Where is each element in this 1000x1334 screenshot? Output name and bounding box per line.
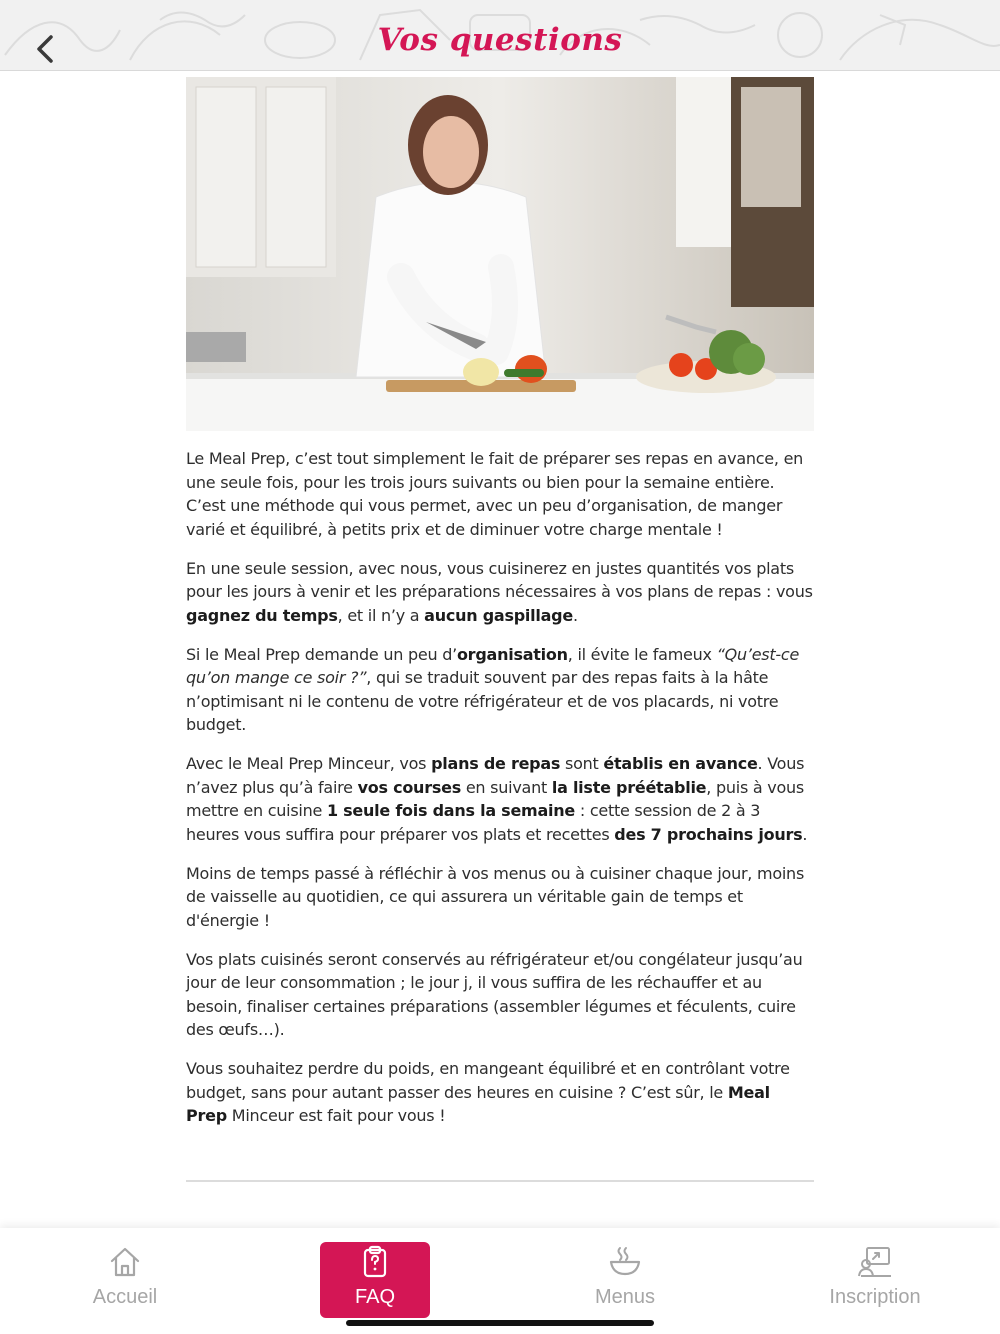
tab-label: Menus (594, 1286, 656, 1308)
text-run: . (572, 605, 578, 625)
tab-accueil[interactable] (70, 1242, 180, 1318)
article-paragraph (186, 447, 814, 541)
page-title: Vos questions (377, 22, 623, 58)
text-run: . Vous n’avez plus qu’à faire (186, 754, 805, 797)
hot-bowl-icon (607, 1244, 643, 1280)
top-header (0, 0, 1000, 71)
signup-icon (857, 1244, 893, 1280)
text-run: , qui se traduit souvent par des repas faits à la hâte n’optimisant ni le contenu de votre réfrigérateur et de vos placards, ni votre budget. (186, 668, 779, 734)
emphasis-text: vos courses (357, 777, 461, 797)
emphasis-text: Meal Prep (186, 1082, 770, 1125)
home-indicator (346, 1320, 654, 1326)
article-paragraph (186, 862, 814, 933)
tab-label: FAQ (354, 1286, 395, 1308)
text-run: . (802, 824, 808, 844)
section-divider (186, 1180, 814, 1182)
text-run: Moins de temps passé à réfléchir à vos menus ou à cuisiner chaque jour, moins de vaisselle au quotidien, ce qui assurera un véritable gain de temps et d'énergie ! (186, 863, 805, 930)
text-run: Si le Meal Prep demande un peu d’ (186, 644, 457, 664)
emphasis-text: établis en avance (603, 754, 758, 773)
faq-content (186, 77, 814, 1143)
bottom-tab-bar (0, 1228, 1000, 1334)
tab-menus[interactable] (570, 1242, 680, 1318)
emphasis-text: la liste préétablie (551, 777, 707, 797)
text-run: , puis à vous mettre en cuisine (186, 777, 804, 820)
clipboard-question-icon (357, 1244, 393, 1280)
text-run: , il évite le fameux (567, 644, 717, 664)
article-body (186, 447, 814, 1128)
text-run: Minceur est fait pour vous ! (226, 1106, 446, 1125)
emphasis-text: plans de repas (431, 754, 561, 773)
text-run: en suivant (460, 777, 552, 797)
tab-label: Accueil (92, 1286, 158, 1308)
emphasis-text: des 7 prochains jours (614, 824, 803, 844)
tab-faq[interactable] (320, 1242, 430, 1318)
tab-label: Inscription (829, 1286, 921, 1308)
text-run: En une seule session, avec nous, vous cuisinerez en justes quantités vos plats pour les jours à venir et les préparations nécessaires à vos plans de repas : vous (186, 558, 813, 601)
text-run: “Qu’est-ce qu’on mange ce soir ?” (186, 644, 800, 687)
text-run: Vous souhaitez perdre du poids, en mangeant équilibré et en contrôlant votre budget, sans pour autant passer des heures en cuisine ? C’est sûr, le (186, 1059, 790, 1102)
article-paragraph (186, 948, 814, 1042)
hero-image (186, 77, 814, 431)
text-run: , et il n’y a (337, 605, 425, 625)
emphasis-text: organisation (456, 644, 568, 664)
text-run: Avec le Meal Prep Minceur, vos (186, 754, 432, 773)
tab-inscription[interactable] (815, 1242, 935, 1318)
article-paragraph (186, 557, 814, 628)
article-paragraph (186, 752, 814, 846)
article-paragraph (186, 643, 814, 737)
text-run: : cette session de 2 à 3 heures vous suffira pour préparer vos plats et recettes (186, 801, 761, 844)
home-icon (107, 1244, 143, 1280)
article-paragraph (186, 1057, 814, 1128)
emphasis-text: 1 seule fois dans la semaine (326, 801, 575, 820)
emphasis-text: aucun gaspillage (424, 605, 573, 625)
emphasis-text: gagnez du temps (186, 605, 338, 625)
text-run: Vos plats cuisinés seront conservés au réfrigérateur et/ou congélateur jusqu’au jour de leur consommation ; le jour j, il vous suffira de les réchauffer et au besoin, finaliser certaines préparations (assembler légumes et féculents, cuire des œufs…). (186, 949, 803, 1039)
text-run: Le Meal Prep, c’est tout simplement le fait de préparer ses repas en avance, en une seule fois, pour les trois jours suivants ou bien pour la semaine entière. C’est une méthode qui vous permet, avec un peu d’organisation, de manger varié et équilibré, à petits prix et de diminuer votre charge mentale ! (186, 449, 804, 539)
text-run: sont (560, 754, 604, 773)
